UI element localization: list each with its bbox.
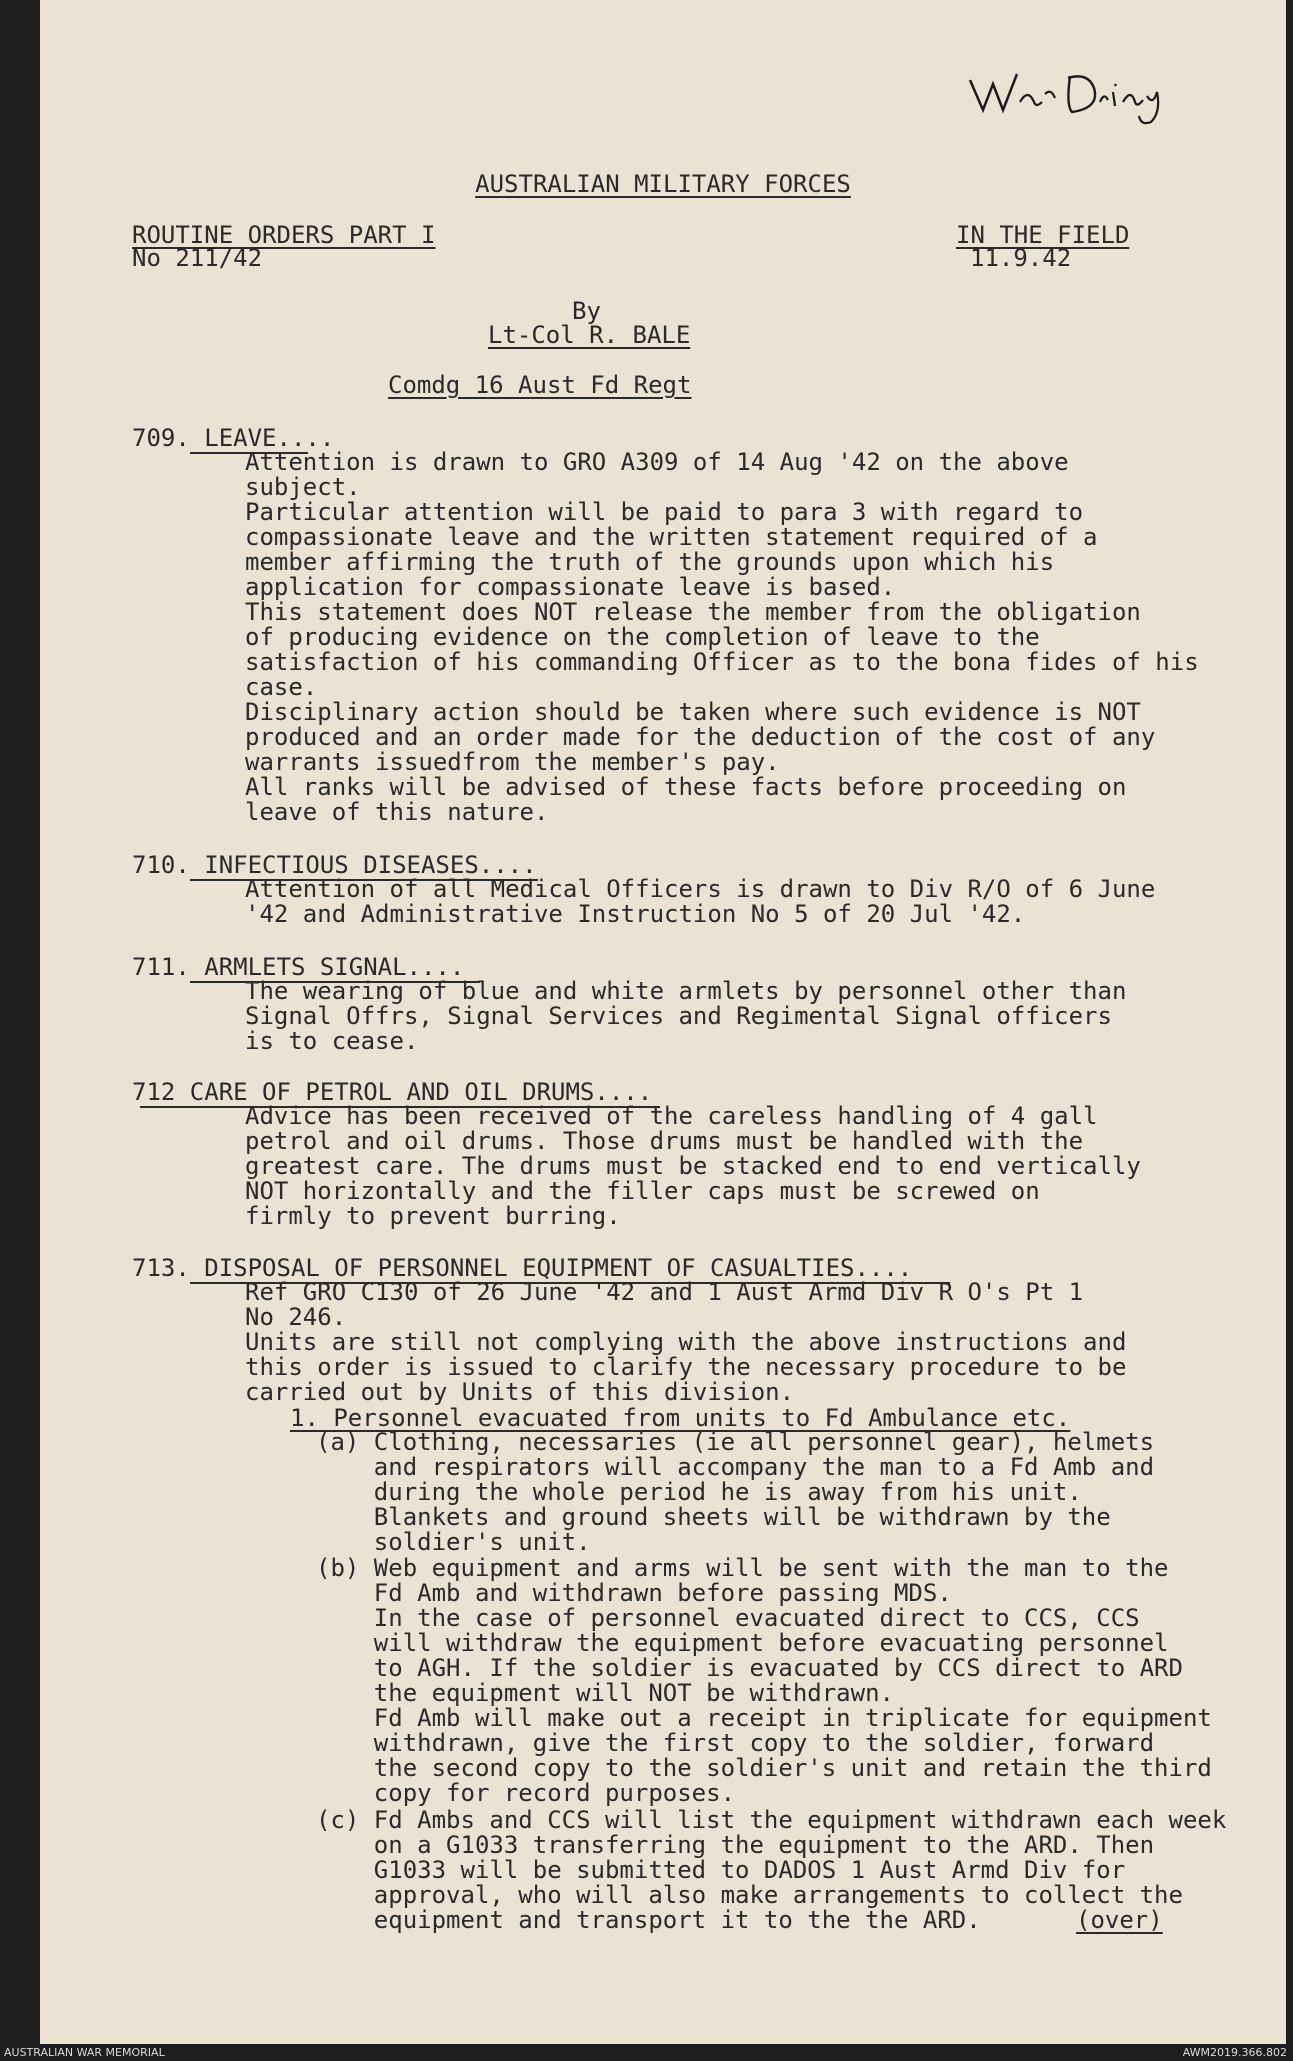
item-711-line: The wearing of blue and white armlets by personnel other than <box>245 977 1127 1005</box>
item-712-line: firmly to prevent burring. <box>245 1202 621 1230</box>
item-713-a-line: (a) Clothing, necessaries (ie all personnel gear), helmets <box>316 1428 1155 1456</box>
item-712-line: Advice has been received of the careless handling of 4 gall <box>245 1102 1098 1130</box>
item-709-line: member affirming the truth of the grounds upon which his <box>245 548 1055 576</box>
item-713-line: Units are still not complying with the above instructions and <box>245 1328 1127 1356</box>
routine-orders-label: ROUTINE ORDERS PART I <box>132 221 436 249</box>
footer-institution: AUSTRALIAN WAR MEMORIAL <box>4 2046 165 2059</box>
item-709-line: Particular attention will be paid to para 3 with regard to <box>245 498 1084 526</box>
item-713-b-line: Fd Amb will make out a receipt in triplicate for equipment <box>316 1704 1212 1732</box>
item-709-line: warrants issuedfrom the member's pay. <box>245 748 780 776</box>
item-713-a-line: and respirators will accompany the man to a Fd Amb and <box>316 1453 1155 1481</box>
item-713-b-line: Fd Amb and withdrawn before passing MDS. <box>316 1579 952 1607</box>
item-713-b-line: copy for record purposes. <box>316 1779 736 1807</box>
item-713-a-line: soldier's unit. <box>316 1528 591 1556</box>
item-713-b-line: withdrawn, give the first copy to the soldier, forward <box>316 1729 1155 1757</box>
item-713-b-line: will withdraw the equipment before evacuating personnel <box>316 1629 1169 1657</box>
item-709-line: Disciplinary action should be taken where such evidence is NOT <box>245 698 1141 726</box>
item-713-c-line: (c) Fd Ambs and CCS will list the equipment withdrawn each week <box>316 1806 1227 1834</box>
item-713-c-line: approval, who will also make arrangements to collect the <box>316 1881 1183 1909</box>
item-713-line: this order is issued to clarify the necessary procedure to be <box>245 1353 1127 1381</box>
item-713-a-line: Blankets and ground sheets will be withdrawn by the <box>316 1503 1111 1531</box>
item-709-line: application for compassionate leave is based. <box>245 573 896 601</box>
item-710-line: Attention of all Medical Officers is drawn to Div R/O of 6 June <box>245 875 1156 903</box>
item-709-line: This statement does NOT release the member from the obligation <box>245 598 1141 626</box>
item-713-b-line: the equipment will NOT be withdrawn. <box>316 1679 894 1707</box>
item-713-c-line: G1033 will be submitted to DADOS 1 Aust Armd Div for <box>316 1856 1126 1884</box>
item-713-b-line: (b) Web equipment and arms will be sent with the man to the <box>316 1554 1169 1582</box>
item-709-line: of producing evidence on the completion of leave to the <box>245 623 1040 651</box>
footer-accession-number: AWM2019.366.802 <box>1182 2046 1287 2059</box>
command-line: Comdg 16 Aust Fd Regt <box>388 371 692 399</box>
item-711-line: Signal Offrs, Signal Services and Regimental Signal officers <box>245 1002 1112 1030</box>
item-709-line: compassionate leave and the written statement required of a <box>245 523 1098 551</box>
order-date: 11.9.42 <box>970 244 1072 272</box>
item-713-b-line: In the case of personnel evacuated direct to CCS, CCS <box>316 1604 1140 1632</box>
item-709-line: produced and an order made for the deduction of the cost of any <box>245 723 1156 751</box>
item-713-line: No 246. <box>245 1303 347 1331</box>
document-title: AUSTRALIAN MILITARY FORCES <box>475 170 851 198</box>
item-712-line: greatest care. The drums must be stacked end to end vertically <box>245 1152 1141 1180</box>
item-713-b-line: to AGH. If the soldier is evacuated by CCS direct to ARD <box>316 1654 1183 1682</box>
item-712-line: NOT horizontally and the filler caps must be screwed on <box>245 1177 1040 1205</box>
item-709-line: satisfaction of his commanding Officer as to the bona fides of his <box>245 648 1199 676</box>
item-710-heading: 710. INFECTIOUS DISEASES.... <box>132 851 537 879</box>
item-709-heading: 709. LEAVE.... <box>132 424 335 452</box>
item-713-line: carried out by Units of this division. <box>245 1378 795 1406</box>
item-713-line: Ref GRO C130 of 26 June '42 and 1 Aust Armd Div R O's Pt 1 <box>245 1278 1084 1306</box>
item-713-c-line: on a G1033 transferring the equipment to the ARD. Then <box>316 1831 1155 1859</box>
item-713-a-line: during the whole period he is away from his unit. <box>316 1478 1082 1506</box>
item-713-subheading: 1. Personnel evacuated from units to Fd Ambulance etc. <box>290 1404 1071 1432</box>
item-709-line: leave of this nature. <box>245 798 549 826</box>
by-label: By <box>572 297 601 325</box>
item-712-heading: 712 CARE OF PETROL AND OIL DRUMS.... <box>132 1078 653 1106</box>
item-709-line: All ranks will be advised of these facts before proceeding on <box>245 773 1127 801</box>
item-710-line: '42 and Administrative Instruction No 5 of 20 Jul '42. <box>245 900 1026 928</box>
location-label: IN THE FIELD <box>956 221 1130 249</box>
order-number: No 211/42 <box>132 244 263 272</box>
officer-name: Lt-Col R. BALE <box>488 321 691 349</box>
document-page <box>40 0 1286 2044</box>
page-turn-marker: (over) <box>1076 1906 1163 1934</box>
item-711-heading: 711. ARMLETS SIGNAL.... <box>132 953 465 981</box>
item-709-line: Attention is drawn to GRO A309 of 14 Aug '42 on the above <box>245 448 1069 476</box>
item-713-b-line: the second copy to the soldier's unit and retain the third <box>316 1754 1212 1782</box>
item-709-line: subject. <box>245 473 361 501</box>
item-713-c-line: equipment and transport it to the the ARD. <box>316 1906 981 1934</box>
item-712-line: petrol and oil drums. Those drums must be handled with the <box>245 1127 1084 1155</box>
handwritten-war-diary-signature <box>965 62 1195 132</box>
item-713-heading: 713. DISPOSAL OF PERSONNEL EQUIPMENT OF CASUALTIES.... <box>132 1254 913 1282</box>
item-709-line: case. <box>245 673 318 701</box>
item-711-line: is to cease. <box>245 1027 419 1055</box>
